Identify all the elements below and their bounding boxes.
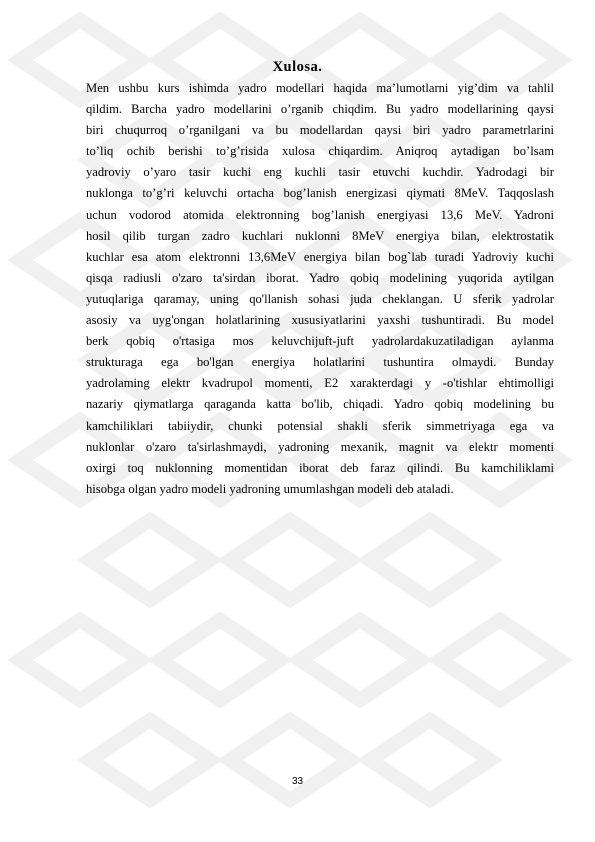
page-number: 33	[291, 776, 304, 787]
paragraph-line: qisqa radiusli o'zaro ta'sirdan iborat. Yadro qobiq modelining yuqorida aytilgan	[86, 270, 554, 285]
paragraph-line: kamchiliklari tabiiydir, chunki potensial shakli sferik simmetriyaga ega va	[86, 418, 554, 433]
paragraph-line: hisobga olgan yadro modeli yadroning umumlashgan modeli deb ataladi.	[86, 481, 454, 496]
paragraph-line: strukturaga ega bo'lgan energiya holatlarini tushuntira olmaydi. Bunday	[86, 355, 554, 370]
paragraph-line: yutuqlariga qaramay, uning qo'llanish sohasi juda cheklangan. U sferik yadrolar	[86, 291, 554, 306]
paragraph-line: asosiy va uyg'ongan holatlarining xususiyatlarini yaxshi tushuntiradi. Bu model	[86, 313, 554, 328]
paragraph-line: Men ushbu kurs ishimda yadro modellari haqida ma’lumotlarni yig’dim va tahlil	[86, 81, 554, 95]
paragraph-line: kuchlar esa atom elektronni 13,6MeV energiya bilan bog`lab turadi Yadroviy kuchi	[86, 249, 554, 264]
paragraph-line: to’liq ochib berishi to’g’risida xulosa chiqardim. Aniqroq aytadigan bo’lsam	[86, 144, 554, 159]
paragraph-line: uchun vodorod atomida elektronning bog’lanish energiyasi 13,6 MeV. Yadroni	[86, 207, 554, 222]
paragraph-line: nazariy qiymatlarga qaraganda katta bo'lib, chiqadi. Yadro qobiq modelining bu	[86, 397, 554, 412]
paragraph-line: nuklonlar o'zaro ta'sirlashmaydi, yadroning mexanik, magnit va elektr momenti	[86, 439, 554, 454]
paragraph-line: hosil qilib turgan zadro kuchlari nuklonni 8MeV energiya bilan, elektrostatik	[86, 228, 554, 243]
paragraph-line: oxirgi toq nuklonning momentidan iborat deb faraz qilindi. Bu kamchiliklami	[86, 460, 554, 475]
paragraph-line: nuklonga to’g’ri keluvchi ortacha bog’lanish energizasi qiymati 8MeV. Taqqoslash	[86, 186, 554, 201]
paragraph-line: yadroviy o’yaro tasir kuchi eng kuchli tasir etuvchi kuchdir. Yadrodagi bir	[86, 165, 554, 180]
paragraph-line: biri chuqurroq o’rganilgani va bu modellardan qaysi biri yadro parametrlarini	[86, 123, 554, 138]
paragraph-line: berk qobiq o'rtasiga mos keluvchijuft-juft yadrolardakuzatiladigan aylanma	[86, 334, 554, 349]
conclusion-paragraph	[86, 78, 554, 500]
paragraph-line: qildim. Barcha yadro modellarini o’rganib chiqdim. Bu yadro modellarining qaysi	[86, 102, 554, 117]
page-heading: Xulosa.	[272, 59, 323, 75]
paragraph-line: yadrolaming elektr kvadrupol momenti, E2 xarakterdagi y -o'tishlar ehtimolligi	[86, 376, 554, 391]
